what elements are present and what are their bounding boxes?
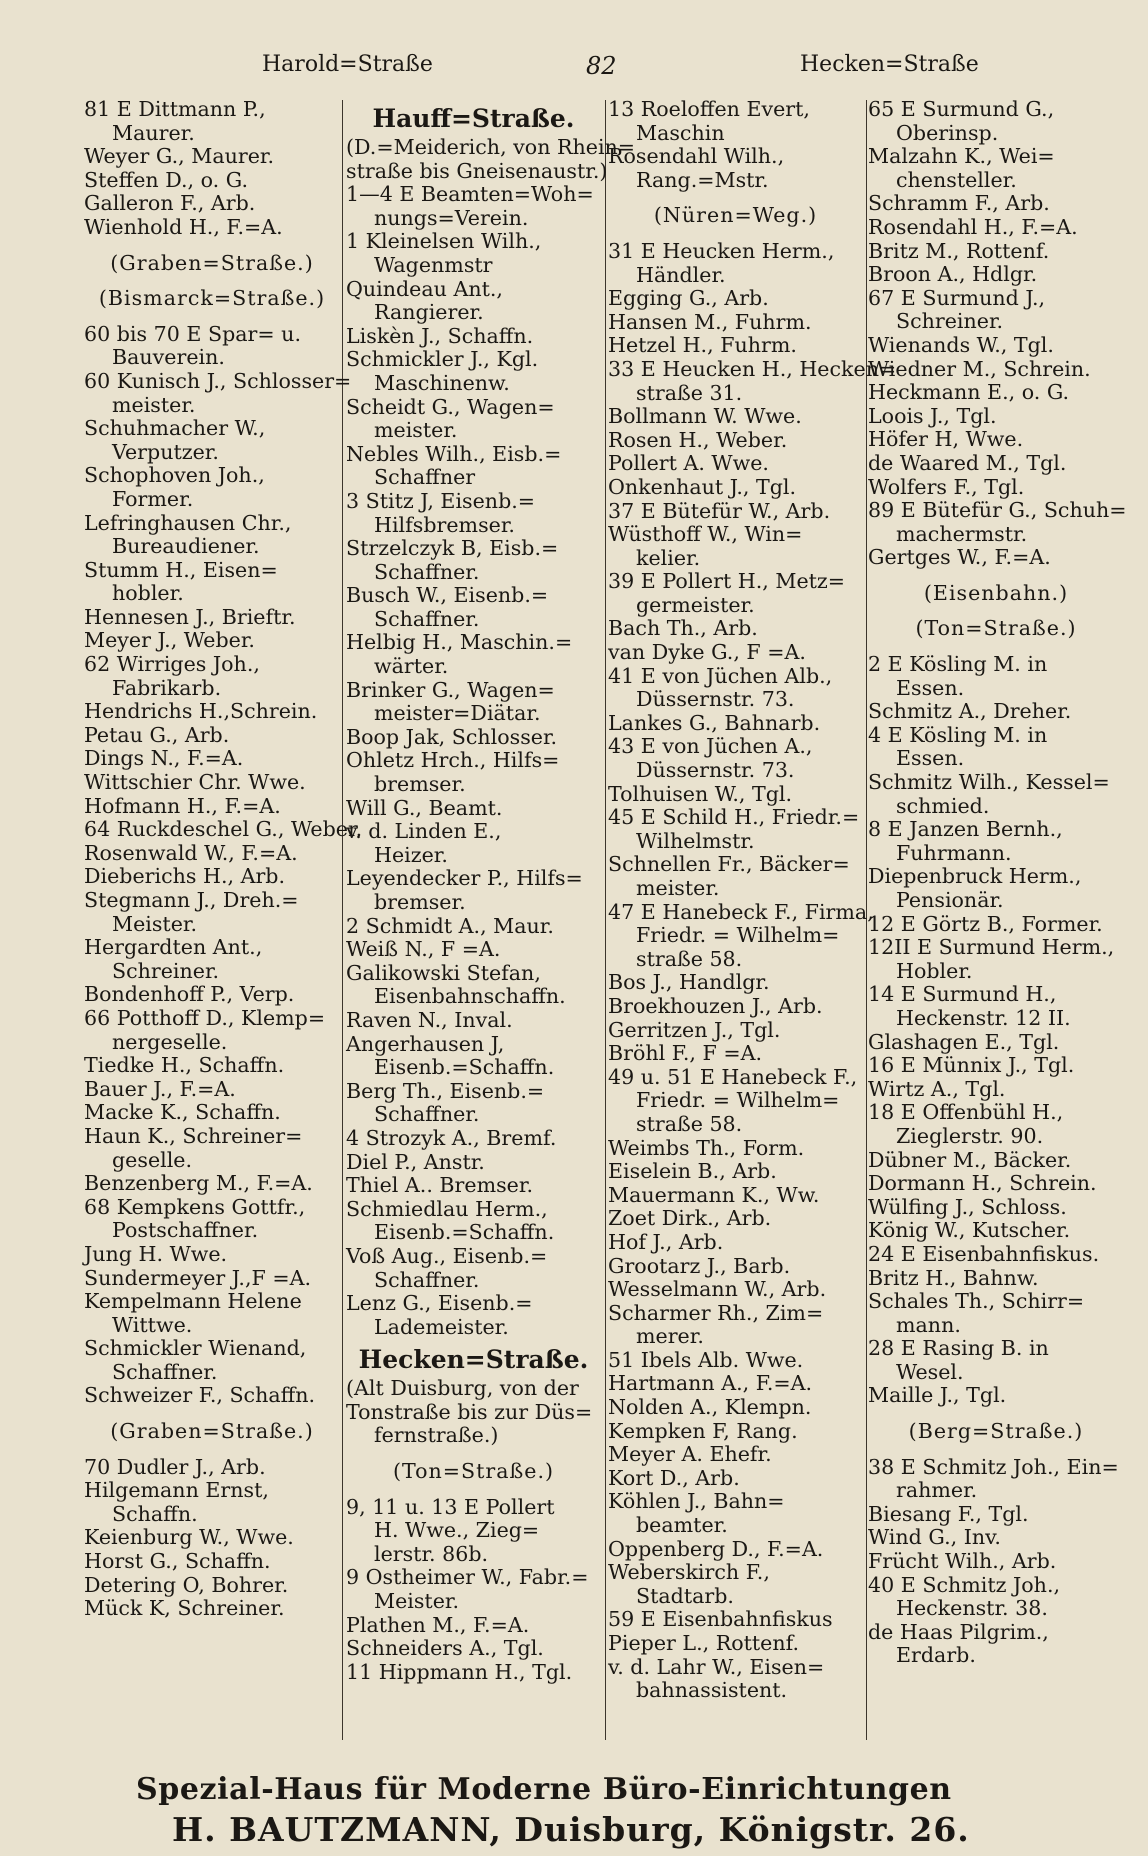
directory-entry-line: 24 E Eisenbahnfiskus. (868, 1241, 1100, 1266)
directory-column-4 (868, 97, 1127, 1748)
section-note: (Ton=Straße.) (392, 1459, 555, 1484)
directory-entry-line: meister. (636, 876, 720, 900)
directory-entry-line: Berg Th., Eisenb.= (346, 1078, 545, 1103)
directory-entry-line: Nolden A., Klempn. (608, 1395, 812, 1420)
section-note: (Graben=Straße.) (110, 1419, 314, 1444)
directory-entry-line: Mauermann K., Ww. (608, 1182, 820, 1207)
directory-entry-line: Diepenbruck Herm., (868, 864, 1082, 889)
street-heading: Hecken=Straße. (358, 1345, 589, 1375)
directory-entry-line: Schophoven Joh., (84, 463, 265, 488)
directory-entry-line: Hendrichs H.,Schrein. (84, 699, 318, 724)
directory-entry-line: Scharmer Rh., Zim= (608, 1300, 824, 1325)
directory-entry-line: Haun K., Schreiner= (84, 1123, 303, 1148)
directory-entry-line: Schmiedlau Herm., (346, 1196, 548, 1221)
directory-column-2 (346, 98, 636, 1748)
directory-entry-line: Friedr. = Wilhelm= (636, 923, 840, 948)
directory-entry-line: lerstr. 86b. (374, 1541, 489, 1566)
directory-entry-line: 1—4 E Beamten=Woh= (346, 182, 594, 207)
directory-entry-line: 3 Stitz J, Eisenb.= (346, 488, 536, 513)
directory-entry-line: Stumm H., Eisen= (84, 557, 278, 582)
directory-entry-line: Steffen D., o. G. (84, 167, 249, 192)
directory-entry-line: Loois J., Tgl. (868, 403, 997, 428)
directory-entry-line: Schneiders A., Tgl. (346, 1636, 544, 1661)
running-header (0, 52, 1148, 86)
directory-entry-line: germeister. (636, 592, 755, 617)
directory-entry-line: Maille J., Tgl. (868, 1383, 1007, 1408)
directory-entry-line: straße bis Gneisenaustr.) (346, 158, 608, 183)
directory-entry-line: Schaffn. (112, 1501, 198, 1526)
directory-entry-line: 67 E Surmund J., (868, 285, 1046, 310)
directory-entry-line: Angerhausen J, (346, 1031, 505, 1056)
directory-entry-line: Oppenberg D., F.=A. (608, 1536, 824, 1561)
directory-entry-line: fernstraße.) (374, 1423, 499, 1448)
directory-entry-line: Schmitz Wilh., Kessel= (868, 770, 1110, 795)
section-note: (Ton=Straße.) (915, 616, 1077, 641)
directory-entry-line: Wind G., Inv. (868, 1525, 1001, 1550)
directory-entry-line: Hofmann H., F.=A. (84, 793, 281, 818)
directory-entry-line: 43 E von Jüchen A., (608, 734, 813, 759)
directory-entry-line: meister=Diätar. (374, 701, 541, 726)
directory-entry-line: hobler. (112, 581, 184, 606)
directory-entry-line: Heckmann E., o. G. (868, 380, 1070, 405)
directory-entry-line: Weimbs Th., Form. (608, 1135, 805, 1160)
directory-entry-line: Malzahn K., Wei= (868, 144, 1055, 169)
directory-entry-line: Egging G., Arb. (608, 286, 769, 311)
section-note: (Graben=Straße.) (110, 250, 314, 275)
directory-entry-line: Dübner M., Bäcker. (868, 1147, 1072, 1172)
directory-entry-line: Broon A., Hdlgr. (868, 262, 1038, 287)
directory-entry-line: Benzenberg M., F.=A. (84, 1171, 313, 1196)
directory-entry-line: Weyer G., Maurer. (84, 144, 275, 169)
directory-entry-line: Plathen M., F.=A. (346, 1612, 530, 1637)
directory-entry-line: Tiedke H., Schaffn. (84, 1053, 285, 1078)
directory-entry-line: van Dyke G., F =A. (608, 640, 806, 665)
directory-entry-line: 12II E Surmund Herm., (868, 935, 1115, 960)
directory-entry-line: 31 E Heucken Herm., (608, 238, 835, 263)
directory-entry-line: Postschaffner. (112, 1218, 259, 1243)
directory-entry-line: Schaffner. (374, 1267, 480, 1292)
directory-entry-line: machermstr. (896, 521, 1028, 546)
directory-entry-line: 89 E Bütefür G., Schuh= (868, 498, 1127, 523)
directory-entry-line: Wirtz A., Tgl. (868, 1076, 1006, 1101)
directory-entry-line: (D.=Meiderich, von Rhein= (346, 135, 636, 159)
directory-entry-line: H. Wwe., Zieg= (374, 1518, 540, 1543)
directory-entry-line: straße 58. (636, 1111, 743, 1136)
directory-entry-line: Heizer. (374, 842, 448, 867)
directory-entry-line: (Alt Duisburg, von der (346, 1376, 579, 1401)
directory-entry-line: Frücht Wilh., Arb. (868, 1549, 1057, 1574)
directory-entry-line: Pensionär. (896, 888, 1004, 912)
directory-entry-line: Wüsthoff W., Win= (608, 522, 803, 547)
directory-entry-line: Horst G., Schaffn. (84, 1549, 271, 1574)
directory-entry-line: Quindeau Ant., (346, 276, 503, 301)
directory-entry-line: Eisenbahnschaffn. (374, 984, 566, 1009)
directory-entry-line: 49 u. 51 E Hanebeck F., (608, 1064, 858, 1089)
directory-entry-line: wärter. (374, 654, 449, 679)
directory-entry-line: Meister. (112, 911, 198, 936)
directory-entry-line: Will G., Beamt. (346, 795, 503, 820)
directory-entry-line: Wülfing J., Schloss. (868, 1194, 1067, 1219)
directory-entry-line: Zieglerstr. 90. (896, 1123, 1044, 1148)
directory-entry-line: 2 Schmidt A., Maur. (346, 913, 554, 938)
directory-entry-line: Höfer H, Wwe. (868, 427, 1024, 452)
directory-columns (84, 98, 1126, 1748)
directory-entry-line: de Waared M., Tgl. (868, 450, 1067, 475)
directory-entry-line: Hennesen J., Brieftr. (84, 604, 296, 629)
directory-entry-line: Wagenmstr (374, 252, 493, 277)
directory-entry-line: Pollert A. Wwe. (608, 451, 769, 476)
directory-entry-line: Essen. (896, 746, 965, 771)
directory-entry-line: Bröhl F., F =A. (608, 1041, 762, 1066)
directory-entry-line: Keienburg W., Wwe. (84, 1525, 294, 1550)
directory-entry-line: 70 Dudler J., Arb. (84, 1454, 266, 1479)
directory-entry-line: Oberinsp. (896, 120, 999, 145)
directory-entry-line: 11 Hippmann H., Tgl. (346, 1659, 573, 1684)
directory-entry-line: Stegmann J., Dreh.= (84, 888, 299, 912)
directory-entry-line: Galleron F., Arb. (84, 191, 256, 216)
directory-entry-line: Heckenstr. 38. (896, 1596, 1048, 1621)
directory-entry-line: 45 E Schild H., Friedr.= (608, 805, 860, 830)
directory-entry-line: Fuhrmann. (896, 840, 1012, 865)
directory-entry-line: Thiel A.. Bremser. (346, 1173, 533, 1198)
directory-entry-line: Schaffner (374, 465, 476, 490)
directory-entry-line: Dings N., F.=A. (84, 746, 244, 771)
directory-entry-line: Bauverein. (112, 345, 225, 370)
directory-entry-line: 12 E Görtz B., Former. (868, 911, 1103, 936)
directory-entry-line: Eiselein B., Arb. (608, 1159, 777, 1184)
directory-entry-line: Bauer J., F.=A. (84, 1076, 236, 1101)
directory-entry-line: Weiß N., F =A. (346, 937, 501, 962)
directory-entry-line: 41 E von Jüchen Alb., (608, 663, 833, 688)
directory-entry-line: 9 Ostheimer W., Fabr.= (346, 1565, 589, 1590)
directory-column-1 (84, 97, 363, 1748)
directory-entry-line: Kort D., Arb. (608, 1465, 740, 1490)
directory-entry-line: 2 E Kösling M. in (868, 652, 1048, 677)
directory-entry-line: Dormann H., Schrein. (868, 1171, 1097, 1196)
directory-entry-line: Rosen H., Weber. (608, 427, 788, 452)
directory-entry-line: 66 Potthoff D., Klemp= (84, 1005, 326, 1030)
directory-entry-line: Erdarb. (896, 1643, 976, 1668)
directory-entry-line: Biesang F., Tgl. (868, 1501, 1029, 1526)
directory-entry-line: schmied. (896, 793, 990, 818)
directory-entry-line: 59 E Eisenbahnfiskus (608, 1607, 833, 1632)
directory-entry-line: Weberskirch F., (608, 1560, 770, 1585)
directory-entry-line: Tolhuisen W., Tgl. (608, 781, 793, 806)
directory-entry-line: geselle. (112, 1147, 193, 1172)
directory-entry-line: Diel P., Anstr. (346, 1149, 485, 1174)
directory-entry-line: Galikowski Stefan, (346, 960, 541, 985)
directory-entry-line: Hansen M., Fuhrm. (608, 309, 812, 334)
directory-entry-line: Liskèn J., Schaffn. (346, 323, 534, 348)
directory-entry-line: Schmitz A., Dreher. (868, 699, 1072, 724)
directory-entry-line: 38 E Schmitz Joh., Ein= (868, 1454, 1119, 1479)
directory-entry-line: Rang.=Mstr. (636, 167, 769, 192)
directory-entry-line: Wienands W., Tgl. (868, 332, 1054, 357)
directory-entry-line: de Haas Pilgrim., (868, 1619, 1049, 1644)
directory-entry-line: Kempken F, Rang. (608, 1418, 798, 1443)
directory-entry-line: Petau G., Arb. (84, 722, 230, 747)
directory-entry-line: 28 E Rasing B. in (868, 1336, 1049, 1361)
directory-entry-line: Lankes G., Bahnarb. (608, 710, 821, 735)
directory-entry-line: Schaffner. (374, 606, 480, 631)
directory-entry-line: Maurer. (112, 120, 195, 145)
directory-entry-line: Boop Jak, Schlosser. (346, 724, 558, 749)
directory-entry-line: bahnassistent. (636, 1678, 788, 1703)
section-note: (Berg=Straße.) (908, 1419, 1084, 1444)
directory-entry-line: Düssernstr. 73. (636, 687, 795, 712)
directory-entry-line: bremser. (374, 890, 466, 914)
directory-entry-line: straße 31. (636, 380, 743, 405)
directory-entry-line: Rosendahl Wilh., (608, 144, 785, 169)
directory-entry-line: Onkenhaut J., Tgl. (608, 474, 797, 499)
directory-entry-line: Jung H. Wwe. (84, 1241, 228, 1266)
directory-entry-line: Wiedner M., Schrein. (868, 356, 1091, 381)
directory-entry-line: Eisenb.=Schaffn. (374, 1055, 555, 1080)
directory-entry-line: Detering O, Bohrer. (84, 1572, 289, 1597)
directory-entry-line: Köhlen J., Bahn= (608, 1489, 785, 1514)
directory-entry-line: Hartmann A., F.=A. (608, 1371, 813, 1396)
directory-entry-line: 16 E Münnix J., Tgl. (868, 1053, 1075, 1078)
directory-entry-line: Schreiner. (112, 958, 220, 983)
directory-entry-line: 60 Kunisch J., Schlosser= (84, 368, 352, 393)
directory-entry-line: 65 E Surmund G., (868, 97, 1055, 121)
directory-entry-line: Dieberichs H., Arb. (84, 864, 286, 889)
directory-entry-line: Fabrikarb. (112, 675, 222, 700)
directory-entry-line: rahmer. (896, 1478, 978, 1503)
directory-entry-line: Glashagen E., Tgl. (868, 1029, 1060, 1054)
directory-entry-line: Zoet Dirk., Arb. (608, 1206, 772, 1231)
directory-entry-line: Schmickler Wienand, (84, 1336, 307, 1361)
directory-entry-line: Schuhmacher W., (84, 416, 266, 441)
directory-entry-line: Friedr. = Wilhelm= (636, 1088, 840, 1113)
page-number: 82 (586, 52, 617, 80)
directory-entry-line: merer. (636, 1324, 704, 1349)
directory-entry-line: nergeselle. (112, 1029, 228, 1054)
directory-entry-line: Helbig H., Maschin.= (346, 630, 573, 655)
directory-entry-line: Gertges W., F.=A. (868, 545, 1051, 570)
directory-entry-line: Schales Th., Schirr= (868, 1289, 1085, 1314)
directory-entry-line: Eisenb.=Schaffn. (374, 1220, 555, 1245)
directory-entry-line: Schaffner. (374, 1102, 480, 1127)
directory-entry-line: 14 E Surmund H., (868, 982, 1057, 1007)
directory-entry-line: Schreiner. (896, 309, 1004, 334)
directory-entry-line: v. d. Linden E., (346, 819, 502, 844)
directory-entry-line: Bach Th., Arb. (608, 616, 758, 641)
directory-entry-line: Schaffner. (374, 559, 480, 584)
directory-entry-line: Britz H., Bahnw. (868, 1265, 1039, 1290)
directory-entry-line: Schramm F., Arb. (868, 191, 1050, 216)
directory-entry-line: Meyer J., Weber. (84, 628, 255, 653)
directory-entry-line: Broekhouzen J., Arb. (608, 993, 823, 1018)
directory-entry-line: nungs=Verein. (374, 205, 529, 230)
directory-entry-line: Mück K, Schreiner. (84, 1596, 285, 1621)
directory-entry-line: Hilfsbremser. (374, 512, 515, 537)
directory-entry-line: meister. (112, 392, 196, 417)
directory-entry-line: 62 Wirriges Joh., (84, 652, 260, 677)
directory-entry-line: mann. (896, 1312, 961, 1337)
directory-entry-line: 13 Roeloffen Evert, (608, 97, 810, 121)
directory-entry-line: 51 Ibels Alb. Wwe. (608, 1347, 804, 1372)
directory-entry-line: 4 E Kösling M. in (868, 722, 1048, 747)
directory-entry-line: Händler. (636, 262, 726, 287)
directory-entry-line: Busch W., Eisenb.= (346, 583, 549, 608)
directory-entry-line: Bos J., Handlgr. (608, 970, 770, 995)
directory-entry-line: Kempelmann Helene (84, 1289, 302, 1314)
directory-entry-line: Pieper L., Rottenf. (608, 1631, 800, 1655)
directory-entry-line: Leyendecker P., Hilfs= (346, 866, 583, 891)
directory-entry-line: Meyer A. Ehefr. (608, 1442, 772, 1467)
directory-entry-line: Wilhelmstr. (636, 828, 755, 853)
directory-entry-line: Hilgemann Ernst, (84, 1478, 269, 1503)
directory-entry-line: Gerritzen J., Tgl. (608, 1017, 781, 1042)
directory-entry-line: Strzelczyk B, Eisb.= (346, 536, 559, 561)
directory-entry-line: Raven N., Inval. (346, 1007, 513, 1032)
directory-entry-line: Hobler. (896, 958, 973, 983)
directory-entry-line: Meister. (374, 1589, 460, 1614)
directory-entry-line: 18 E Offenbühl H., (868, 1100, 1064, 1125)
directory-entry-line: 39 E Pollert H., Metz= (608, 569, 846, 594)
directory-entry-line: Bollmann W. Wwe. (608, 404, 802, 429)
directory-entry-line: straße 58. (636, 946, 743, 971)
directory-entry-line: Scheidt G., Wagen= (346, 394, 555, 419)
directory-entry-line: 81 E Dittmann P., (84, 97, 266, 121)
directory-entry-line: 4 Strozyk A., Bremf. (346, 1125, 557, 1150)
directory-entry-line: Schnellen Fr., Bäcker= (608, 852, 850, 877)
directory-entry-line: Lefringhausen Chr., (84, 510, 292, 535)
directory-entry-line: Wittwe. (112, 1312, 193, 1337)
directory-entry-line: Schmickler J., Kgl. (346, 347, 539, 372)
section-note: (Bismarck=Straße.) (98, 286, 326, 311)
directory-entry-line: König W., Kutscher. (868, 1218, 1071, 1243)
directory-entry-line: Rangierer. (374, 300, 484, 325)
directory-entry-line: Verputzer. (112, 439, 219, 464)
section-note: (Eisenbahn.) (923, 580, 1069, 605)
directory-entry-line: 47 E Hanebeck F., Firma, (608, 899, 874, 924)
directory-entry-line: 68 Kempkens Gottfr., (84, 1194, 306, 1219)
directory-entry-line: bremser. (374, 772, 466, 797)
directory-entry-line: Maschin (636, 120, 725, 145)
directory-entry-line: Tonstraße bis zur Düs= (346, 1399, 593, 1424)
directory-entry-line: Lademeister. (374, 1314, 509, 1339)
directory-entry-line: 37 E Bütefür W., Arb. (608, 498, 831, 523)
directory-column-3 (608, 97, 897, 1748)
directory-entry-line: 9, 11 u. 13 E Pollert (346, 1494, 555, 1519)
directory-entry-line: Ohletz Hrch., Hilfs= (346, 748, 560, 773)
directory-entry-line: Schweizer F., Schaffn. (84, 1383, 316, 1408)
directory-entry-line: Essen. (896, 675, 965, 700)
directory-entry-line: Wesel. (896, 1359, 964, 1384)
directory-entry-line: Sundermeyer J.,F =A. (84, 1265, 312, 1290)
directory-entry-line: meister. (374, 418, 458, 443)
directory-entry-line: Nebles Wilh., Eisb.= (346, 441, 562, 466)
advertisement-line-2: H. BAUTZMANN, Duisburg, Königstr. 26. (172, 1810, 970, 1849)
directory-entry-line: Brinker G., Wagen= (346, 677, 555, 702)
directory-entry-line: v. d. Lahr W., Eisen= (608, 1654, 825, 1679)
directory-entry-line: Bondenhoff P., Verp. (84, 982, 295, 1007)
header-left-street: Harold=Straße (262, 52, 433, 77)
directory-entry-line: Schaffner. (112, 1359, 218, 1384)
directory-entry-line: Stadtarb. (636, 1583, 734, 1608)
directory-entry-line: Maschinenw. (374, 370, 510, 395)
directory-entry-line: 33 E Heucken H., Hecken= (608, 356, 897, 381)
directory-entry-line: Hergardten Ant., (84, 935, 263, 960)
directory-entry-line: beamter. (636, 1513, 728, 1538)
directory-entry-line: Bureaudiener. (112, 534, 260, 559)
directory-entry-line: 40 E Schmitz Joh., (868, 1572, 1061, 1597)
directory-entry-line: Wittschier Chr. Wwe. (84, 770, 306, 795)
directory-entry-line: Macke K., Schaffn. (84, 1100, 281, 1125)
directory-entry-line: Heckenstr. 12 II. (896, 1005, 1071, 1030)
directory-entry-line: Lenz G., Eisenb.= (346, 1291, 533, 1316)
directory-entry-line: kelier. (636, 545, 701, 570)
section-note: (Nüren=Weg.) (653, 203, 818, 228)
directory-entry-line: 8 E Janzen Bernh., (868, 817, 1063, 842)
directory-entry-line: Hetzel H., Fuhrm. (608, 333, 797, 358)
directory-entry-line: Grootarz J., Barb. (608, 1253, 791, 1278)
advertisement-line-1: Spezial-Haus für Moderne Büro-Einrichtungen (136, 1772, 952, 1807)
directory-entry-line: Wesselmann W., Arb. (608, 1277, 827, 1302)
directory-entry-line: Former. (112, 486, 194, 511)
directory-entry-line: Hof J., Arb. (608, 1229, 724, 1254)
directory-entry-line: chensteller. (896, 167, 1017, 192)
directory-entry-line: Düssernstr. 73. (636, 758, 795, 783)
directory-entry-line: Wienhold H., F.=A. (84, 214, 283, 239)
directory-entry-line: 60 bis 70 E Spar= u. (84, 321, 301, 346)
header-right-street: Hecken=Straße (800, 52, 979, 77)
directory-entry-line: Rosenwald W., F.=A. (84, 840, 298, 865)
street-heading: Hauff=Straße. (372, 104, 575, 133)
advertisement-banner (136, 1772, 1096, 1856)
directory-entry-line: 64 Ruckdeschel G., Weber. (84, 817, 363, 842)
directory-entry-line: Wolfers F., Tgl. (868, 474, 1025, 499)
directory-entry-line: Rosendahl H., F.=A. (868, 214, 1078, 239)
directory-entry-line: Britz M., Rottenf. (868, 238, 1050, 263)
directory-entry-line: Voß Aug., Eisenb.= (346, 1243, 548, 1268)
directory-entry-line: 1 Kleinelsen Wilh., (346, 229, 542, 254)
